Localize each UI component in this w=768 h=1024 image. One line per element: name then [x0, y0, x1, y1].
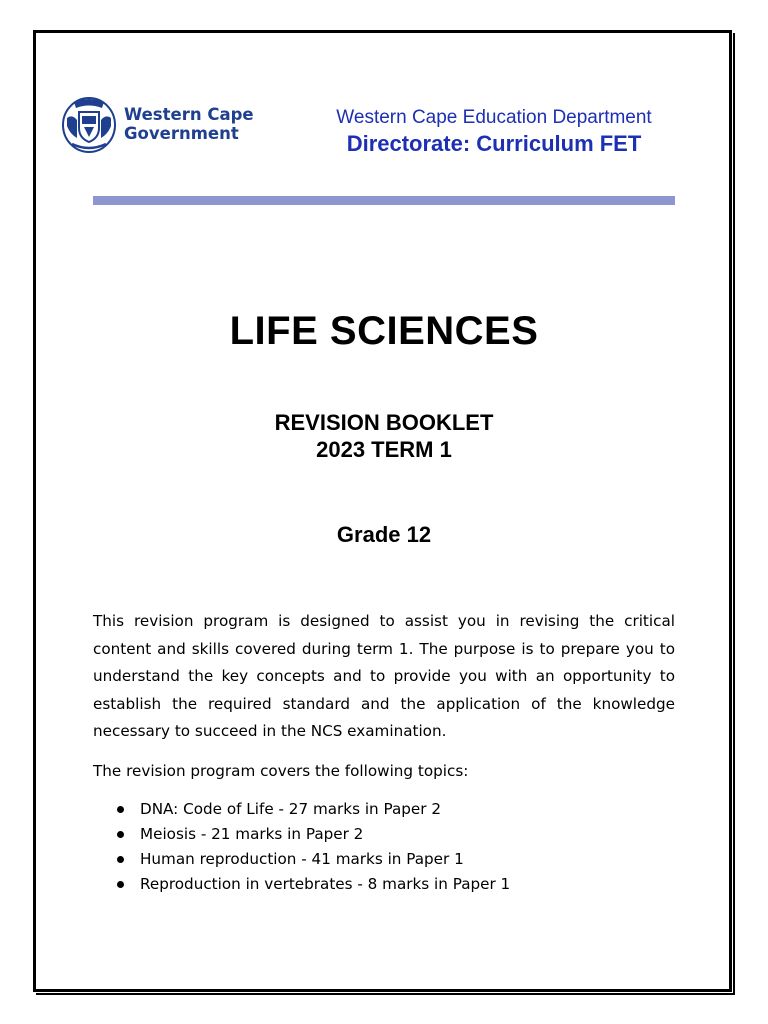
header-divider	[93, 196, 675, 205]
directorate-name: Directorate: Curriculum FET	[346, 131, 642, 156]
bullet-icon	[117, 856, 124, 863]
document-subtitle	[0, 409, 768, 463]
topics-list	[93, 797, 675, 897]
grade-label: Grade 12	[336, 522, 432, 547]
logo-line-2: Government	[124, 124, 239, 143]
topic-text: Reproduction in vertebrates - 8 marks in Paper 1	[140, 875, 511, 893]
logo-line-1: Western Cape	[124, 105, 254, 124]
coat-of-arms-icon	[60, 94, 118, 154]
bullet-icon	[117, 831, 124, 838]
subtitle-line-2: 2023 TERM 1	[316, 437, 452, 462]
western-cape-government-logo	[60, 94, 254, 154]
department-heading	[300, 106, 688, 158]
topic-text: Meiosis - 21 marks in Paper 2	[140, 825, 364, 843]
list-item	[93, 872, 675, 897]
intro-paragraph: This revision program is designed to assist you in revising the critical content and skills covered during term 1. The purpose is to prepare you to understand the key concepts and to provide you with an opportunity to establish the required standard and the application of the knowledge necessary to succeed in the NCS examination.	[93, 612, 675, 740]
subtitle-line-1: REVISION BOOKLET	[274, 410, 494, 435]
topic-text: DNA: Code of Life - 27 marks in Paper 2	[140, 800, 442, 818]
topics-lead: The revision program covers the following topics:	[93, 762, 469, 780]
list-item	[93, 822, 675, 847]
bullet-icon	[117, 806, 124, 813]
list-item	[93, 847, 675, 872]
document-title: LIFE SCIENCES	[229, 309, 539, 353]
list-item	[93, 797, 675, 822]
topic-text: Human reproduction - 41 marks in Paper 1	[140, 850, 464, 868]
logo-wordmark	[124, 105, 254, 143]
department-name: Western Cape Education Department	[336, 107, 652, 128]
bullet-icon	[117, 881, 124, 888]
